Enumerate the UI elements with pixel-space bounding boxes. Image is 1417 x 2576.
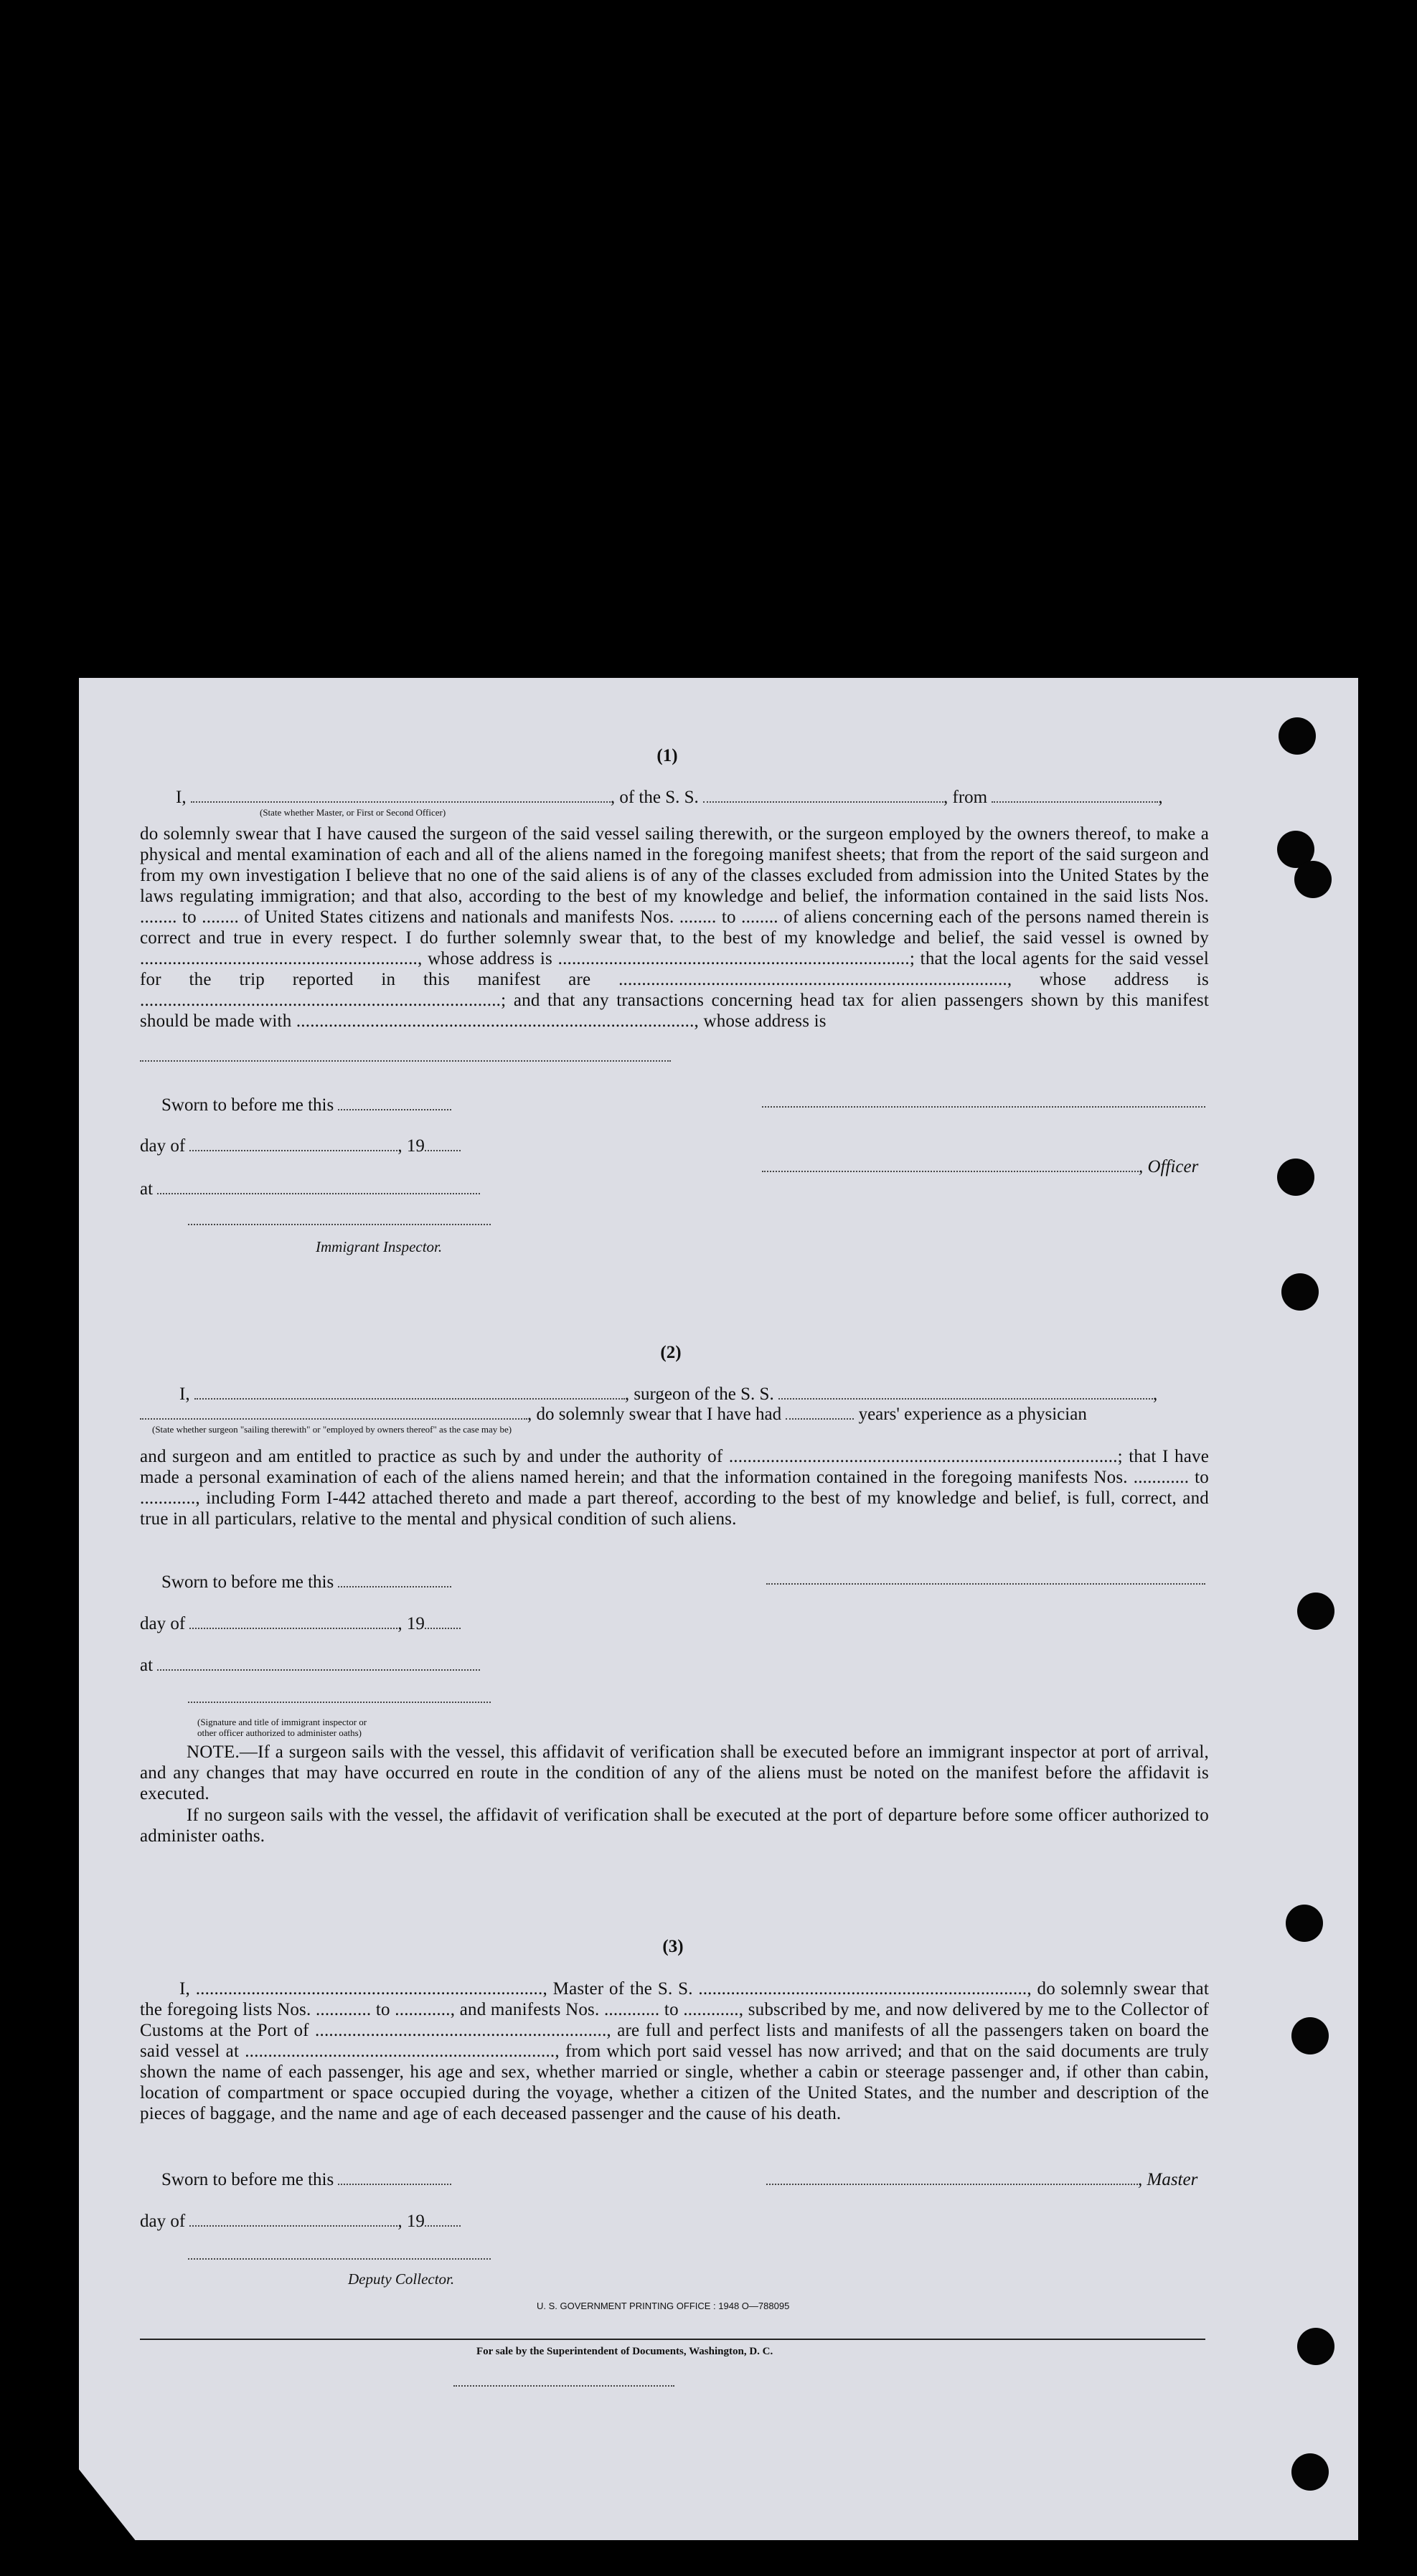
sworn-label: Sworn to before me this [161, 2170, 334, 2189]
sworn-day-field[interactable] [338, 1096, 451, 1110]
officer-label: , Officer [1139, 1157, 1199, 1176]
section1-heading: (1) [656, 746, 678, 765]
section2-day [140, 1614, 461, 1634]
punch-hole [1286, 1905, 1323, 1942]
officer-rank-field[interactable] [191, 788, 611, 803]
month-field[interactable] [189, 2212, 397, 2227]
day-of-label: day of [140, 2212, 186, 2231]
punch-hole [1297, 2328, 1334, 2365]
years-field[interactable] [786, 1405, 854, 1420]
punch-hole [1277, 1159, 1314, 1196]
officer-signature-field[interactable] [762, 1158, 1139, 1172]
section1-paragraph: do solemnly swear that I have caused the surgeon of the said vessel sailing therewith, or the surgeon employed by the owners thereof, to make a physical and mental examination of each and all of the aliens named in the foregoing manifest sheets; that from the report of the said surgeon and from my own investigation I believe that no one of the said aliens is of any of the classes excluded from admission into the United States by the laws regulating immigration; and that also, according to the best of my knowledge and belief, the information contained in the said lists Nos. ........ to ........ of United States citizens and nationals and manifests Nos. ........ to ........ of aliens concerning each of the persons named therein is correct and true in every respect. I do further solemnly swear that, to the best of my knowledge and belief, the said vessel is owned by ............................................................, whose address is ............................................................................; that the local agents for the said vessel for the trip reported in this manifest are ...................................................................................., whose address is ..............................................................................; and that any transactions concerning head tax for alien passengers shown by this manifest should be made with ......................................................................................, whose address is [140, 824, 1209, 1031]
master-signature-field[interactable] [766, 2171, 1138, 2185]
collector-signature-line[interactable] [188, 2258, 491, 2260]
month-field[interactable] [189, 1615, 397, 1629]
section1-day [140, 1136, 461, 1156]
punch-hole [1291, 2453, 1329, 2491]
punch-hole [1281, 1273, 1319, 1311]
surgeon-label: , surgeon of the S. S. [624, 1384, 774, 1404]
at-label: at [140, 1179, 154, 1199]
at-place-field[interactable] [157, 1656, 480, 1671]
section2-signature-line[interactable] [766, 1583, 1205, 1585]
section3-heading: (3) [662, 1937, 684, 1956]
section3-paragraph: I, ..........................................................................., Master of the S. S. ......................................................................., do solemnly swear that the foregoing lists Nos. ............ to ............, and manifests Nos. ............ to ............, subscribed by me, and now delivered by me to the Collector of Customs at the Port of ..............................................................., are full and perfect lists and manifests of all the passengers taken on board the said vessel at ..................................................................., from which port said vessel has now arrived; and that on the said documents are truly shown the name of each passenger, his age and sex, whether married or single, whether a cabin or steerage passenger and, if other than cabin, location of compartment or space occupied during the voyage, whether a citizen of the United States, and the number and description of the pieces of baggage, and the name and age of each deceased passenger and the cause of his death. [140, 1979, 1209, 2123]
section2-sworn [161, 1572, 451, 1593]
section2-paragraph: and surgeon and am entitled to practice as such by and under the authority of ....................................................................................; that I have made a personal examination of each of the aliens named herein; and that the information contained in the foregoing manifests Nos. ............ to ............, including Form I-442 attached thereto and made a part thereof, according to the best of my knowledge and belief, is full, correct, and true in all particulars, relative to the mental and physical condition of such aliens. [140, 1447, 1209, 1529]
section2-line2 [140, 1405, 1087, 1425]
vessel-name-field[interactable] [703, 788, 943, 803]
i-label: I, [179, 1384, 190, 1404]
section1-line1 [176, 788, 1163, 808]
year-field[interactable] [425, 1137, 461, 1151]
footer-dotted-mark [453, 2385, 674, 2387]
swear-label: , do solemnly swear that I have had [527, 1405, 782, 1424]
section1-sworn [161, 1095, 451, 1115]
line-end: , [1152, 1384, 1158, 1404]
year-label: , 19 [397, 1136, 425, 1156]
punch-hole [1279, 717, 1316, 755]
sale-notice: For sale by the Superintendent of Documents, Washington, D. C. [476, 2346, 773, 2357]
year-label: , 19 [397, 2212, 425, 2231]
surgeon-status-note: (State whether surgeon "sailing therewith" or "employed by owners thereof" as the case may be) [152, 1424, 512, 1435]
sig-note-1: (Signature and title of immigrant inspector or [197, 1717, 367, 1727]
year-field[interactable] [425, 2212, 461, 2227]
footer-rule [140, 2339, 1205, 2340]
collector-label: Deputy Collector. [348, 2270, 455, 2288]
month-field[interactable] [189, 1137, 397, 1151]
sworn-day-field[interactable] [338, 2171, 451, 2185]
year-label: , 19 [397, 1614, 425, 1633]
section1-at [140, 1179, 480, 1199]
note-paragraph-1: NOTE.—If a surgeon sails with the vessel, this affidavit of verification shall be executed before an immigrant inspector at port of arrival, and any changes that may have occurred en route in the condition of any of the aliens must be noted on the manifest before the affidavit is executed. [140, 1742, 1209, 1803]
at-label: at [140, 1656, 154, 1675]
punch-hole [1291, 2017, 1329, 2054]
year-field[interactable] [425, 1615, 461, 1629]
section3-day [140, 2212, 461, 2232]
day-of-label: day of [140, 1614, 186, 1633]
section2-heading: (2) [660, 1343, 682, 1362]
gpo-imprint: U. S. GOVERNMENT PRINTING OFFICE : 1948 O—788095 [537, 2301, 790, 2311]
day-of-label: day of [140, 1136, 186, 1156]
sworn-day-field[interactable] [338, 1573, 451, 1587]
punch-hole [1297, 1593, 1334, 1630]
sig-note-2: other officer authorized to administer oaths) [197, 1727, 362, 1738]
line-end: , [1158, 788, 1163, 807]
inspector-signature-line[interactable] [188, 1224, 491, 1225]
master-label: , Master [1138, 2170, 1198, 2189]
inspector-label: Immigrant Inspector. [316, 1238, 443, 1255]
section1-officer [762, 1157, 1198, 1177]
sworn-label: Sworn to before me this [161, 1095, 334, 1115]
from-port-field[interactable] [992, 788, 1158, 803]
section2-at [140, 1656, 480, 1676]
surgeon-status-field[interactable] [140, 1405, 527, 1420]
section1-signature-line[interactable] [762, 1106, 1205, 1108]
note-paragraph-2: If no surgeon sails with the vessel, the affidavit of verification shall be executed at the port of departure before some officer authorized to administer oaths. [140, 1806, 1209, 1846]
section1-address-line[interactable] [140, 1060, 671, 1062]
surgeon-name-field[interactable] [194, 1385, 625, 1400]
oath-officer-signature-line[interactable] [188, 1702, 491, 1703]
section3-master [766, 2170, 1197, 2190]
years-label: years' experience as a physician [858, 1405, 1087, 1424]
ss-label: , of the S. S. [610, 788, 699, 807]
vessel-name-field[interactable] [778, 1385, 1153, 1400]
section3-sworn [161, 2170, 451, 2190]
section2-line1 [179, 1384, 1157, 1405]
officer-rank-note: (State whether Master, or First or Second Officer) [260, 807, 446, 818]
at-place-field[interactable] [157, 1180, 480, 1194]
i-label: I, [176, 788, 187, 807]
from-label: , from [943, 788, 988, 807]
sworn-label: Sworn to before me this [161, 1572, 334, 1592]
punch-hole [1294, 861, 1332, 898]
